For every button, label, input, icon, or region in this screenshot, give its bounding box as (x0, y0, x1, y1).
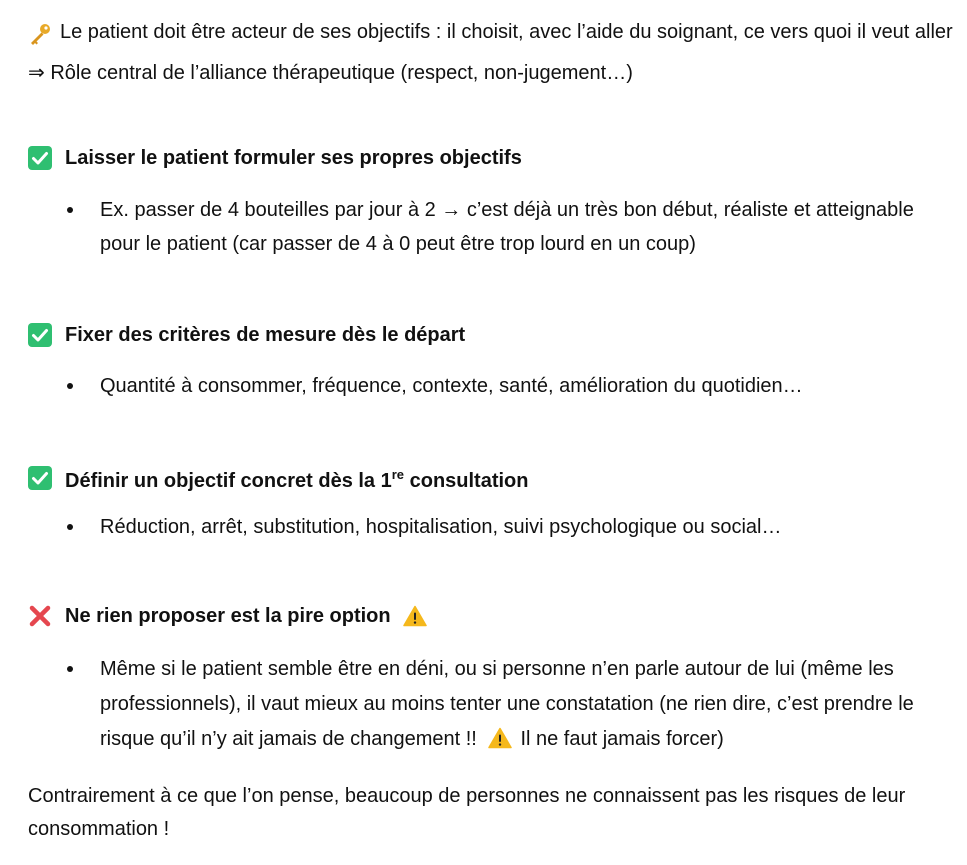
section-heading-1 (28, 145, 522, 171)
bullet-text (100, 652, 953, 757)
heading-part: consultation (404, 470, 529, 492)
bullet-item-4 (28, 652, 953, 757)
bullet-text: Ex. passer de 4 bouteilles par jour à 2 → c’est déjà un très bon début, réaliste et atteignable pour le patient (car passer de 4 à 0 peut être trop lourd en un coup) (100, 199, 914, 255)
heading-label (65, 462, 529, 494)
bullet-text: Réduction, arrêt, substitution, hospitalisation, suivi psychologique ou social… (100, 516, 782, 538)
bullet-dot (67, 666, 73, 672)
bullet-text-part: Il ne faut jamais forcer) (520, 728, 724, 750)
bullet-item-1 (28, 193, 953, 261)
section-heading-2 (28, 322, 465, 348)
intro-paragraph (28, 14, 953, 92)
bullet-text: Quantité à consommer, fréquence, contexte, santé, amélioration du quotidien… (100, 375, 803, 397)
intro-text: Le patient doit être acteur de ses objectifs : il choisit, avec l’aide du soignant, ce vers quoi il veut aller ⇒ Rôle central de l’alliance thérapeutique (respect, non-jugement…) (28, 21, 953, 84)
warning-icon (403, 605, 427, 627)
heading-superscript: re (391, 467, 405, 482)
warning-icon (488, 727, 512, 749)
heading-label: Ne rien proposer est la pire option (65, 605, 391, 627)
document-page (28, 14, 953, 840)
cross-icon (28, 604, 52, 628)
bullet-item-3 (28, 510, 953, 544)
heading-label: Fixer des critères de mesure dès le départ (65, 324, 466, 346)
bullet-dot (67, 207, 73, 213)
bullet-dot (67, 524, 73, 530)
check-box-icon (28, 146, 52, 170)
bullet-item-2 (28, 369, 953, 403)
key-icon (28, 18, 52, 55)
closing-paragraph: Contrairement à ce que l’on pense, beaucoup de personnes ne connaissent pas les risques de leur consommation ! (28, 785, 906, 840)
check-box-icon (28, 323, 52, 347)
heading-part: Définir un objectif concret dès la 1 (65, 470, 392, 492)
check-box-icon (28, 466, 52, 490)
section-heading-4 (28, 603, 427, 629)
bullet-dot (67, 383, 73, 389)
section-heading-3 (28, 462, 529, 494)
bullet-text-part: Même si le patient semble être en déni, ou si personne n’en parle autour de lui (même les professionnels), il vaut mieux au moins tenter une constatation (ne rien dire, c’est prendre le risque qu’il n’y ait jamais de changement !! (100, 658, 914, 750)
heading-label: Laisser le patient formuler ses propres objectifs (65, 147, 522, 169)
